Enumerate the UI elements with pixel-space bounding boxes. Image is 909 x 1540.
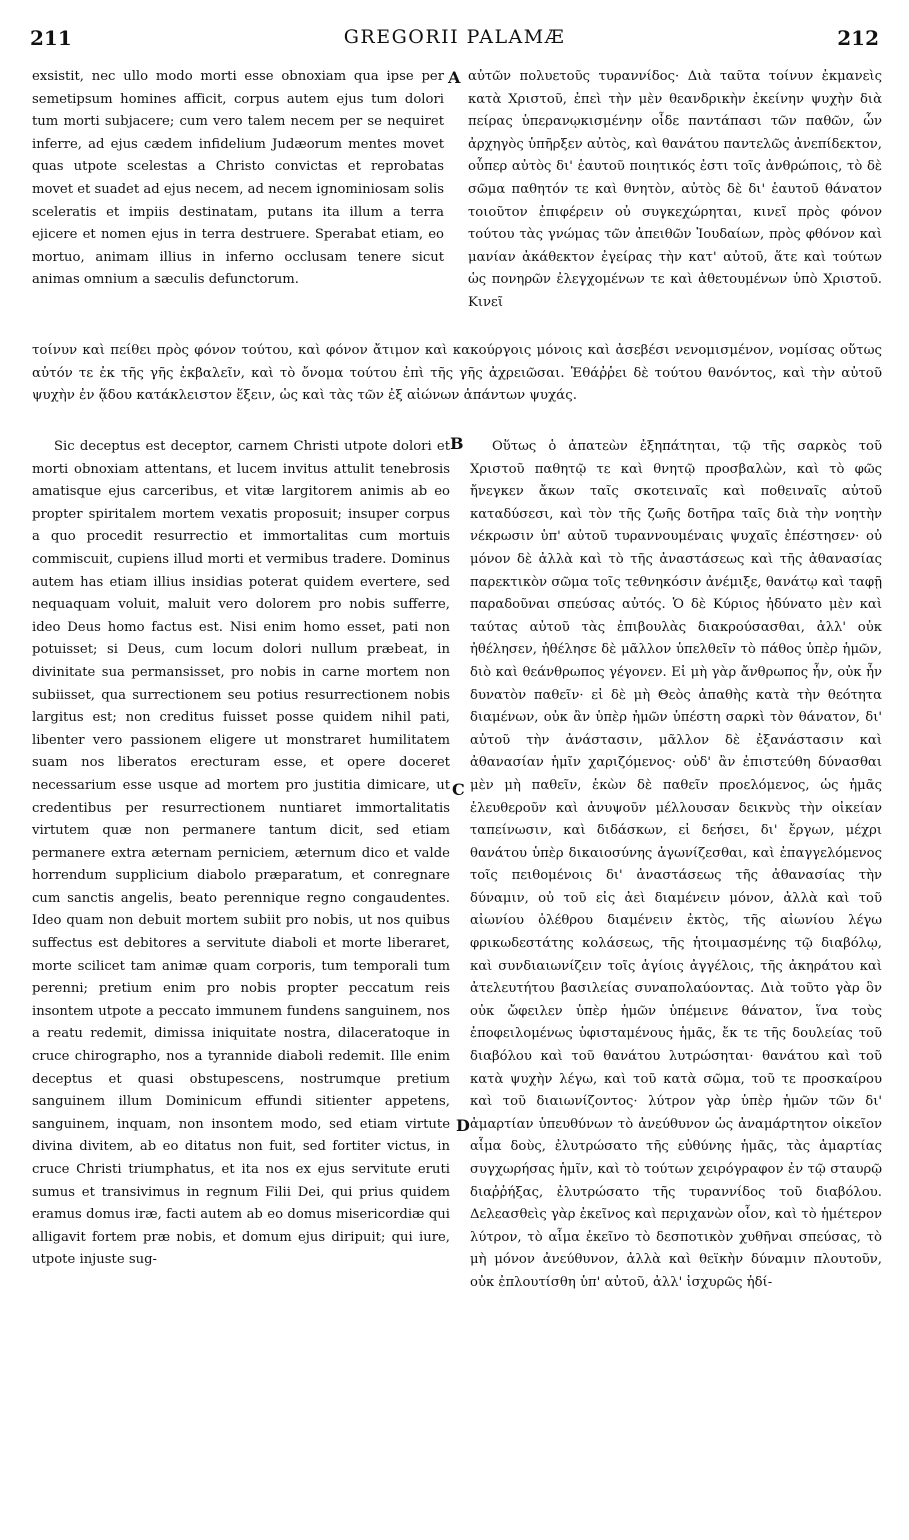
margin-marker-a: A: [448, 68, 461, 87]
greek-column-bottom: [470, 436, 882, 1526]
page-number-left: 211: [30, 26, 72, 50]
latin-column-bottom: [32, 436, 450, 1526]
greek-column-top: [468, 66, 882, 338]
margin-marker-b: B: [450, 434, 464, 453]
margin-marker-c: C: [452, 780, 465, 799]
greek-paragraph-2: τοίνυν καὶ πείθει πρὸς φόνον τούτου, καὶ φόνον ἄτιμον καὶ κακούργοις μόνοις καὶ ἀσεβέσι νενομισμένον, νομίσας οὕτως αὐτόν τε ἐκ τῆς γῆς ἐκβαλεῖν, καὶ τὸ ὄνομα τούτου ἐπὶ τῆς γῆς ἀχρειῶσαι. Ἐθάῤῥει δὲ τούτου θανόντος, καὶ τὴν αὐτοῦ ψυχὴν ἐν ᾅδου κατάκλειστον ἕξειν, ὡς καὶ τὰς τῶν ἐξ αἰώνων ἁπάντων ψυχάς.: [32, 343, 882, 404]
greek-fullwidth-block: [32, 340, 882, 432]
latin-paragraph-2: Sic deceptus est deceptor, carnem Christi utpote dolori et morti obnoxiam attentans, et lucem invitus attulit tenebrosis amatisque ejus carceribus, et vitæ largitorem animis ab eo propter spiritalem mortem vexatis proposuit; insuper corpus a quo procedit resurrectio et immortalitas cum mortuis commiscuit, cupiens illud morti et vermibus tradere. Dominus autem has etiam illius insidias poterat quidem evertere, sed nequaquam voluit, maluit vero dolorem pro nobis sufferre, ideo Deus homo factus est. Nisi enim homo esset, pati non potuisset; si Deus, cum locum dolori nullum præbeat, in divinitate sua permansisset, pro nobis in carne mortem non subiisset, qua surrectionem seu potius resurrectionem nobis largitus est; non creditus fuisset posse quidem nihil pati, libenter vero passionem eligere ut monstraret humilitatem suam nos liberatos erecturam esse, et opere doceret necessarium esse usque ad mortem pro justitia dimicare, ut credentibus per resurrectionem nuntiaret immortalitatis virtutem quæ non permanere tantum dicit, sed etiam permanere extra æternam perniciem, æternum dico et valde horrendum supplicium diabolo præparatum, et conregnare cum sanctis angelis, beato perennique regno congaudentes. Ideo quam non debuit mortem subiit pro nobis, ut nos quibus suffectus est debitores a servitute diaboli et morte liberaret, morte scilicet tam animæ quam corporis, tum temporali tum perenni; pretium enim pro nobis propter peccatum reis insontem utpote a peccato immunem fundens sanguinem, nos a reatu redemit, dimissa iniquitate nostra, dilaceratoque in cruce chirographo, nos a tyrannide diaboli redemit. Ille enim deceptus et quasi obstupescens, nostrumque pretium sanguinem illum Dominicum effundi sitienter appetens, sanguinem, inquam, non insontem modo, sed etiam virtute divina divitem, ab eo ditatus non fuit, sed fortiter victus, in cruce Christi triumphatus, et ita nos ex ejus servitute eruti sumus et transivimus in regnum Filii Dei, qui prius quidem eramus domus iræ, facti autem ab eo domus misericordiæ qui alligavit fortem præ nobis, et domum ejus diripuit; qui iure, utpote injuste sug-: [32, 439, 450, 1268]
greek-paragraph-1: αὐτῶν πολυετοῦς τυραννίδος· Διὰ ταῦτα τοίνυν ἐκμανεὶς κατὰ Χριστοῦ, ἐπεὶ τὴν μὲν θεανδρικὴν ἐκείνην ψυχὴν διὰ πείρας ὑπερανῳκισμένην οἶδε παντάπασι τῶν παθῶν, ὧν ἀρχηγὸς ὑπῆρξεν αὐτὸς, καὶ θανάτου παντελῶς ἀνεπίδεκτον, οὗπερ αὐτὸς δι' ἑαυτοῦ ποιητικός ἐστι τοῖς ἀνθρώποις, τὸ δὲ σῶμα παθητόν τε καὶ θνητὸν, αὐτὸς δὲ δι' ἑαυτοῦ θάνατον τοιοῦτον ἐπιφέρειν οὐ συγκεχώρηται, κινεῖ πρὸς φόνον τούτου τὰς γνώμας τῶν ἀπειθῶν Ἰουδαίων, πρὸς φθόνον καὶ μανίαν ἀκάθεκτον ἐγείρας τὴν κατ' αὐτοῦ, ἅτε καὶ τούτων ὡς πονηρῶν ἐλεγχομένων τε καὶ ἀθετουμένων ὑπὸ Χριστοῦ. Κινεῖ: [468, 69, 882, 310]
latin-paragraph-1: exsistit, nec ullo modo morti esse obnoxiam qua ipse per semetipsum homines afficit, corpus autem ejus tum dolori tum morti subjacere; cum vero talem necem per se nequiret inferre, ad ejus cædem infidelium Judæorum mentes movet quas utpote scelestas a Christo convictas et reprobatas movet et suadet ad ejus necem, ad necem ignominiosam solis sceleratis et impiis destinatam, putans ita illum a terra ejicere et nomen ejus in terra destruere. Sperabat etiam, eo mortuo, animam illius in inferno occlusam tenere sicut animas omnium a sæculis defunctorum.: [32, 69, 444, 288]
running-title: GREGORII PALAMÆ: [343, 26, 566, 48]
running-header: [30, 26, 879, 58]
margin-marker-d: D: [456, 1116, 470, 1135]
greek-paragraph-3: Οὕτως ὁ ἀπατεὼν ἐξηπάτηται, τῷ τῆς σαρκὸς τοῦ Χριστοῦ παθητῷ τε καὶ θνητῷ προσβαλὼν, καὶ τὸ φῶς ἤνεγκεν ἄκων ταῖς σκοτειναῖς καὶ ποθειναῖς αὐτοῦ καταδύσεσι, καὶ τὸν τῆς ζωῆς δοτῆρα ταῖς διὰ τὴν νοητὴν νέκρωσιν ὑπ' αὐτοῦ τυραννουμέναις ψυχαῖς ἐπέστησεν· οὐ μόνον δὲ ἀλλὰ καὶ τὸ τῆς ἀναστάσεως καὶ τῆς ἀθανασίας παρεκτικὸν σῶμα τοῖς τεθνηκόσιν ἀνέμιξε, θανάτῳ καὶ ταφῇ παραδοῦναι σπεύσας αὐτός. Ὁ δὲ Κύριος ἠδύνατο μὲν καὶ ταύτας αὐτοῦ τὰς ἐπιβουλὰς διακρούσασθαι, ἀλλ' οὐκ ἠθέλησεν, ἠθέλησε δὲ μᾶλλον ὑπελθεῖν τὸ πάθος ὑπὲρ ἡμῶν, διὸ καὶ θεάνθρωπος γέγονεν. Εἰ μὴ γὰρ ἄνθρωπος ἦν, οὐκ ἦν δυνατὸν παθεῖν· εἰ δὲ μὴ Θεὸς ἀπαθὴς κατὰ τὴν θεότητα διαμένων, οὐκ ἂν ὑπὲρ ἡμῶν ὑπέστη σαρκὶ τὸν θάνατον, δι' αὐτοῦ τὴν ἀνάστασιν, μᾶλλον δὲ ἐξανάστασιν καὶ ἀθανασίαν ἡμῖν χαριζόμενος· οὐδ' ἂν ἐπιστεύθη δύνασθαι μὲν μὴ παθεῖν, ἑκὼν δὲ παθεῖν προελόμενος, ὡς ἡμᾶς ἐλευθεροῦν καὶ ἀνυψοῦν μέλλουσαν δεικνὺς τὴν οἰκείαν ταπείνωσιν, καὶ διδάσκων, εἰ δεήσει, δι' ἔργων, μέχρι θανάτου ὑπὲρ δικαιοσύνης ἀγωνίζεσθαι, καὶ ἐπαγγελόμενος τοῖς πειθομένοις δι' ἀναστάσεως τῆς ἀθανασίας τὴν δύναμιν, οὐ τοῦ εἰς ἀεὶ διαμένειν μόνον, ἀλλὰ καὶ τοῦ αἰωνίου ὀλέθρου διαμένειν ἐκτὸς, τῆς αἰωνίου λέγω φρικωδεστάτης κολάσεως, τῆς ἡτοιμασμένης τῷ διαβόλῳ, καὶ συνδιαιωνίζειν τοῖς ἁγίοις ἀγγέλοις, τῆς ἀκηράτου καὶ ἀτελευτήτου βασιλείας συναπολαύοντας. Διὰ τοῦτο γὰρ ὃν οὐκ ὤφειλεν ὑπὲρ ἡμῶν ὑπέμεινε θάνατον, ἵνα τοὺς ἐποφειλομένως ὑφισταμένους ἡμᾶς, ἔκ τε τῆς δουλείας τοῦ διαβόλου καὶ τοῦ θανάτου λυτρώσηται· θανάτου καὶ τοῦ κατὰ ψυχὴν λέγω, καὶ τοῦ κατὰ σῶμα, τοῦ τε προσκαίρου καὶ τοῦ διαιωνίζοντος· λύτρον γὰρ ὑπὲρ ἡμῶν τῶν δι' ἁμαρτίαν ὑπευθύνων τὸ ἀνεύθυνον ὡς ἀναμάρτητον οἰκεῖον αἷμα δοὺς, ἐλυτρώσατο τῆς εὐθύνης ἡμᾶς, τὰς ἁμαρτίας συγχωρήσας ἡμῖν, καὶ τὸ τούτων χειρόγραφον ἐν τῷ σταυρῷ διαῤῥήξας, ἐλυτρώσατο τῆς τυραννίδος τοῦ διαβόλου. Δελεασθεὶς γὰρ ἐκεῖνος καὶ περιχανὼν οἷον, καὶ τὸ ἡμέτερον λύτρον, τὸ αἷμα ἐκεῖνο τὸ δεσποτικὸν χυθῆναι σπεύσας, τὸ μὴ μόνον ἀνεύθυνον, ἀλλὰ καὶ θεϊκὴν δύναμιν πλουτοῦν, οὐκ ἐπλουτίσθη ὑπ' αὐτοῦ, ἀλλ' ἰσχυρῶς ἡδί-: [470, 439, 882, 1290]
latin-column-top: [32, 66, 444, 338]
page-number-right: 212: [837, 26, 879, 50]
